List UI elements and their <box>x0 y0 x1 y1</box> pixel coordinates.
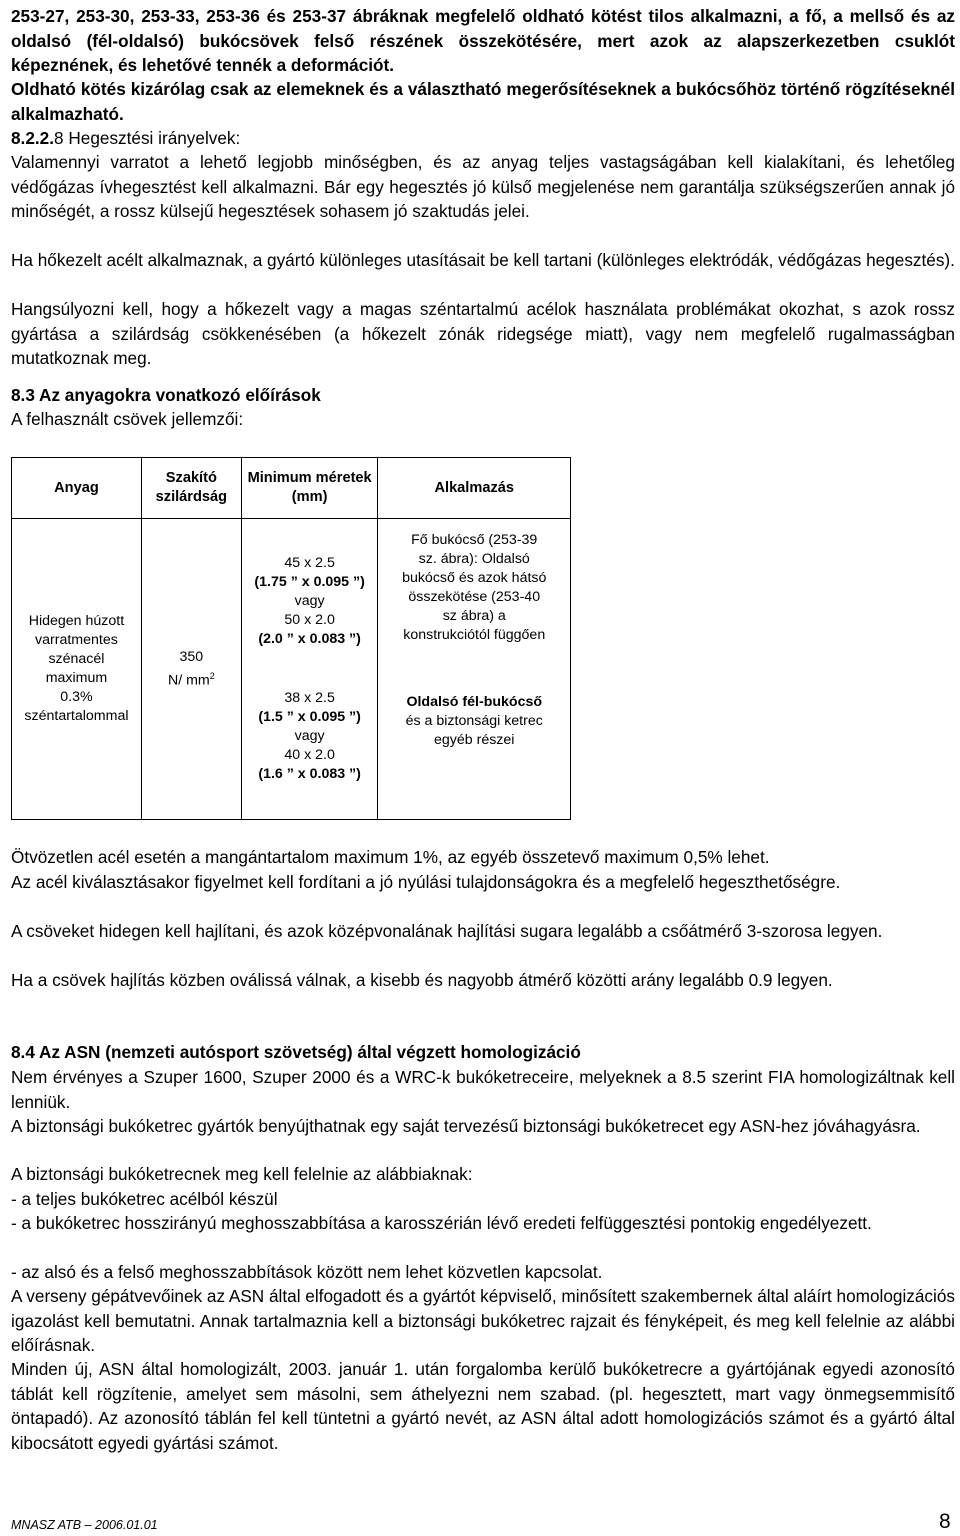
dimension-line: (1.5 ” x 0.095 ”) <box>258 709 361 725</box>
strength-unit-exponent: 2 <box>209 670 215 681</box>
header-dimensions: Minimum méretek (mm) <box>241 458 378 519</box>
requirement-item-3: - az alsó és a felső meghosszabbítások között nem lehet közvetlen kapcsolat. <box>11 1262 603 1282</box>
intro-paragraph-2: Oldható kötés kizárólag csak az elemeknek és a választható megerősítéseknek a bukócsőhöz történő rögzítéseknél alkalmazható. <box>11 79 955 124</box>
application-line: konstrukciótól függően <box>403 627 546 643</box>
application-line: bukócső és azok hátsó <box>402 570 547 586</box>
application-line: egyéb részei <box>434 732 515 748</box>
application-spacer <box>381 645 567 693</box>
dimension-line: 50 x 2.0 <box>284 612 335 628</box>
application-line: sz ábra) a <box>442 608 506 624</box>
section-8-4-heading: 8.4 Az ASN (nemzeti autósport szövetség) által végzett homologizáció <box>11 1042 581 1062</box>
material-line: maximum <box>45 670 108 686</box>
strength-unit-line <box>145 667 238 691</box>
header-strength: Szakító szilárdság <box>141 458 241 519</box>
cell-application <box>378 519 571 820</box>
section-8-4-paragraph-1: Nem érvényes a Szuper 1600, Szuper 2000 és a WRC-k bukóketreceire, melyeknek a 8.5 szerint FIA homologizáltnak kell lenniük. <box>11 1067 955 1112</box>
footer-document-id: MNASZ ATB – 2006.01.01 <box>11 1518 158 1532</box>
material-line: szénacél <box>48 651 105 667</box>
material-line: varratmentes <box>35 632 118 648</box>
footer-page-number: 8 <box>939 1510 951 1533</box>
welding-paragraph-1: Valamennyi varratot a lehető legjobb minőségben, és az anyag teljes vastagságában kell kialakítani, és lehetőleg védőgázas ívhegesztést kell alkalmazni. Bár egy hegesztés jó külső megjelenése nem garantálja szükségszerűen annak jó minőségét, a rossz külsejű hegesztések sohasem jó szaktudás jelei. <box>11 152 955 221</box>
table-header-row <box>12 458 571 519</box>
section-8-4-paragraph-5: Minden új, ASN által homologizált, 2003. január 1. után forgalomba kerülő bukóketrecre a gyártójának egyedi azonosító táblát kell rögzítenie, amelyet sem másolni, sem áthelyezni nem szabad. (pl. hegesztett, mart vagy önmegsemmisítő öntapadó). Az azonosító táblán fel kell tüntetni a gyártó nevét, az ASN által adott homologizációs számot és a gyártó által kibocsátott egyedi gyártási számot. <box>11 1359 955 1453</box>
after-table-paragraph-2: Az acél kiválasztásakor figyelmet kell fordítani a jó nyúlási tulajdonságokra és a megfelelő hegeszthetőségre. <box>11 872 841 892</box>
requirement-item-1: - a teljes bukóketrec acélból készül <box>11 1189 278 1209</box>
section-8-3-heading: 8.3 Az anyagokra vonatkozó előírások <box>11 385 321 405</box>
section-8-4-paragraph-3: A biztonsági bukóketrecnek meg kell felelnie az alábbiaknak: <box>11 1164 473 1184</box>
dimension-line: (1.6 ” x 0.083 ”) <box>258 766 361 782</box>
dimension-spacer <box>245 649 375 689</box>
header-application: Alkalmazás <box>378 458 571 519</box>
materials-table <box>11 457 571 820</box>
dimension-line: vagy <box>294 728 325 744</box>
dimension-line: 38 x 2.5 <box>284 690 335 706</box>
material-line: széntartalommal <box>24 708 129 724</box>
subsection-number: 8.2.2. <box>11 128 55 148</box>
material-line: 0.3% <box>60 689 93 705</box>
intro-paragraph-1: 253-27, 253-30, 253-33, 253-36 és 253-37 ábráknak megfelelő oldható kötést tilos alkalmazni, a fő, a mellső és az oldalsó (fél-oldalsó) bukócsövek felső részének összekötésére, mert azok az alapszerkezetben csuklót képeznének, és lehetővé tennék a deformációt. <box>11 6 955 75</box>
dimension-line: 45 x 2.5 <box>284 555 335 571</box>
cell-dimensions <box>241 519 378 820</box>
strength-value: 350 <box>179 648 204 665</box>
requirement-item-2: - a bukóketrec hosszirányú meghosszabbítása a karosszérián lévő eredeti felfüggesztési pontokig engedélyezett. <box>11 1213 872 1233</box>
subsection-heading-8228 <box>11 126 955 151</box>
welding-paragraph-2: Ha hőkezelt acélt alkalmaznak, a gyártó különleges utasításait be kell tartani (különleges elektródák, védőgázas hegesztés). <box>11 250 955 270</box>
subsection-title: 8 Hegesztési irányelvek: <box>54 128 241 148</box>
material-line: Hidegen húzott <box>28 613 125 629</box>
dimension-line: vagy <box>294 593 325 609</box>
dimension-line: (2.0 ” x 0.083 ”) <box>258 631 361 647</box>
strength-unit: N/ mm <box>167 672 210 689</box>
after-table-paragraph-1: Ötvözetlen acél esetén a mangántartalom maximum 1%, az egyéb összetevő maximum 0,5% lehet. <box>11 847 770 867</box>
header-material: Anyag <box>12 458 142 519</box>
cell-material <box>12 519 142 820</box>
section-8-4-paragraph-2: A biztonsági bukóketrec gyártók benyújthatnak egy saját tervezésű biztonsági bukóketrecet egy ASN-hez jóváhagyásra. <box>11 1116 921 1136</box>
application-line: és a biztonsági ketrec <box>405 713 543 729</box>
application-title: Oldalsó fél-bukócső <box>406 694 543 710</box>
application-line: összekötése (253-40 <box>408 589 541 605</box>
application-line: sz. ábra): Oldalsó <box>418 551 530 567</box>
section-8-4-paragraph-4: A verseny gépátvevőinek az ASN által elfogadott és a gyártót képviselő, minősített szakembernek által aláírt homologizációs igazolást kell bemutatni. Annak tartalmaznia kell a biztonsági bukóketrec rajzait és fényképeit, és meg kell felelnie az alábbi előírásnak. <box>11 1286 955 1355</box>
cell-strength <box>141 519 241 820</box>
dimension-line: 40 x 2.0 <box>284 747 335 763</box>
welding-paragraph-3: Hangsúlyozni kell, hogy a hőkezelt vagy a magas széntartalmú acélok használata problémákat okozhat, s azok rossz gyártása a szilárdság csökkenésében (a hőkezelt zónák ridegsége miatt), vagy nem megfelelő rugalmasságban mutatkoznak meg. <box>11 299 955 368</box>
application-line: Fő bukócső (253-39 <box>411 532 538 548</box>
after-table-paragraph-4: Ha a csövek hajlítás közben oválissá válnak, a kisebb és nagyobb átmérő közötti arány legalább 0.9 legyen. <box>11 970 833 990</box>
dimension-line: (1.75 ” x 0.095 ”) <box>254 574 365 590</box>
table-row <box>12 519 571 820</box>
section-8-3-subheading: A felhasznált csövek jellemzői: <box>11 409 244 429</box>
after-table-paragraph-3: A csöveket hidegen kell hajlítani, és azok középvonalának hajlítási sugara legalább a csőátmérő 3-szorosa legyen. <box>11 921 883 941</box>
